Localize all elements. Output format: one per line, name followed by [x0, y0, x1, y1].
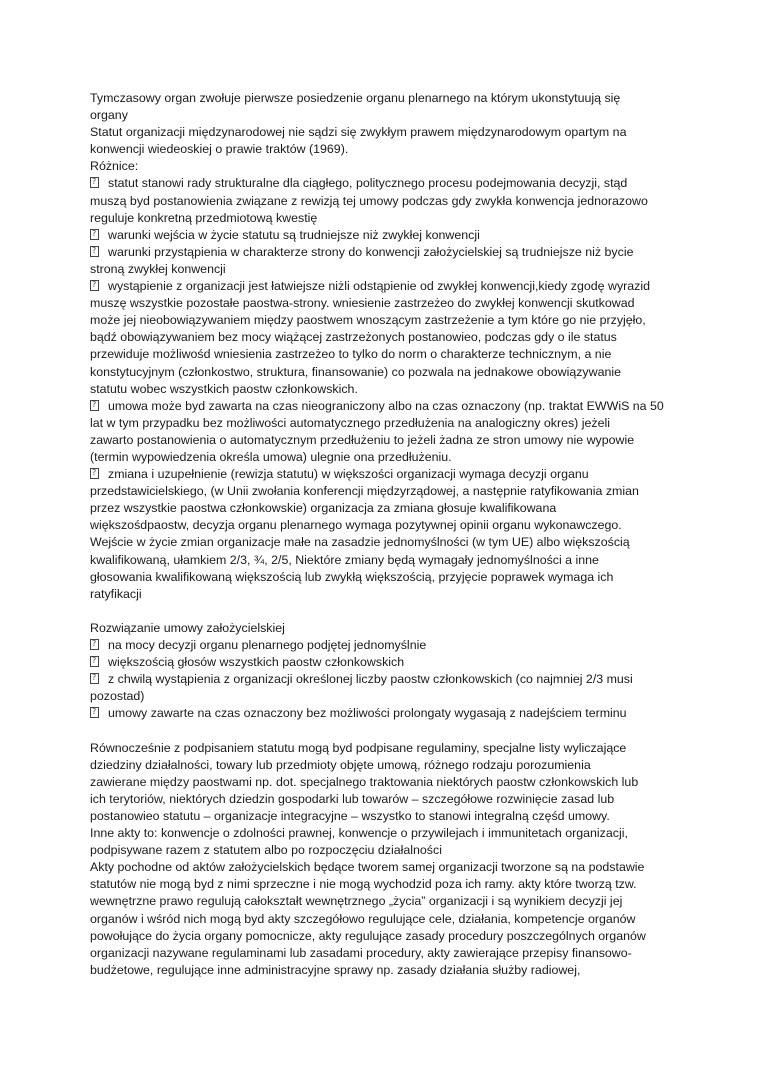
line-text: na mocy decyzji organu plenarnego podjętej jednomyślnie: [108, 638, 427, 652]
text-line: [90, 158, 690, 175]
line-text: kwalifikowaną, ułamkiem 2/3, ¾, 2/5, Niektóre zmiany będą wymagały jednomyślności a inne: [90, 552, 599, 567]
line-text: budżetowe, regulujące inne administracyjne sprawy np. zasady działania służby radiowej,: [90, 962, 581, 977]
text-line: [90, 210, 690, 227]
line-text: dziedziny działalności, towary lub przedmioty objęte umową, różnego rodzaju porozumienia: [90, 757, 591, 772]
bullet-line: [90, 671, 690, 688]
line-text: stroną zwykłej konwencji: [90, 261, 226, 276]
bullet-line: [90, 637, 690, 654]
line-text: wystąpienie z organizacji jest łatwiejsze niżli odstąpienie od zwykłej konwencji,kiedy zgodę wyrazid: [108, 279, 651, 294]
blank-line: [90, 722, 690, 739]
line-text: Statut organizacji międzynarodowej nie sądzi się zwykłym prawem międzynarodowym opartym na: [90, 125, 627, 140]
line-text: reguluje konkretną przedmiotową kwestię: [90, 210, 318, 225]
missing-glyph-bullet-icon: [90, 400, 99, 411]
line-text: z chwilą wystąpienia z organizacji określonej liczby paostw członkowskich (co najmniej 2/3 musi: [108, 672, 633, 687]
text-line: [90, 774, 690, 791]
missing-glyph-bullet-icon: [90, 280, 99, 291]
line-text: statutu wobec wszystkich paostw członkowskich.: [90, 381, 358, 396]
text-line: [90, 295, 690, 312]
line-text: większością głosów wszystkich paostw członkowskich: [108, 655, 405, 670]
text-line: [90, 842, 690, 859]
text-line: [90, 569, 690, 586]
bullet-line: [90, 244, 690, 261]
line-text: Równocześnie z podpisaniem statutu mogą byd podpisane regulaminy, specjalne listy wyliczające: [90, 740, 627, 755]
line-text: (termin wypowiedzenia określa umowa) ulegnie ona przedłużeniu.: [90, 449, 452, 464]
text-line: [90, 911, 690, 928]
text-line: [90, 962, 690, 979]
text-line: [90, 688, 690, 705]
text-line: [90, 740, 690, 757]
text-line: [90, 808, 690, 825]
line-text: konwencji wiedeoskiej o prawie traktów (1969).: [90, 142, 349, 157]
line-text: głosowania kwalifikowaną większością lub zwykłą większością, przyjęcie poprawek wymaga ich: [90, 569, 614, 584]
line-text: lat w tym przypadku bez możliwości automatycznego przedłużenia na analogiczny okres) jeżeli: [90, 415, 610, 430]
text-line: [90, 928, 690, 945]
text-line: [90, 945, 690, 962]
text-line: [90, 415, 690, 432]
line-text: przedstawicielskiego, (w Unii zwołania konferencji międzyrządowej, a następnie ratyfikowania zmian: [90, 484, 639, 499]
line-text: muszę wszystkie pozostałe paostwa-strony. wniesienie zastrzeżeo do zwykłej konwencji skutkowad: [90, 296, 635, 311]
document-page: [90, 90, 690, 979]
text-line: [90, 124, 690, 141]
text-line: [90, 586, 690, 603]
text-line: [90, 620, 690, 637]
text-line: [90, 483, 690, 500]
text-line: [90, 825, 690, 842]
text-line: [90, 791, 690, 808]
line-text: organizacji nazywane regulaminami lub zasadami procedury, akty zawierające przepisy finansowo-: [90, 945, 632, 960]
text-line: [90, 312, 690, 329]
line-text: może jej nieobowiązywaniem między paostwem wnoszącym zastrzeżenie a tym które go nie przyjęło,: [90, 313, 646, 328]
line-text: przez wszystkie paostwa członkowskie) organizacja za zmiana głosuje kwalifikowana: [90, 501, 557, 516]
bullet-line: [90, 398, 690, 415]
line-text: powołujące do życia organy pomocnicze, akty regulujące zasady procedury poszczególnych organów: [90, 928, 646, 943]
missing-glyph-bullet-icon: [90, 673, 99, 684]
bullet-line: [90, 175, 690, 192]
line-text: większośdpaostw, decyzja organu plenarnego wymaga pozytywnej opinii organu wykonawczego.: [90, 518, 622, 533]
line-text: konstytucyjnym (członkostwo, struktura, finansowanie) co pozwala na jednakowe obowiązywanie: [90, 364, 621, 379]
line-text: umowa może byd zawarta na czas nieograniczony albo na czas oznaczony (np. traktat EWWiS na 50: [108, 398, 664, 413]
missing-glyph-bullet-icon: [90, 177, 99, 188]
line-text: muszą byd postanowienia związane z rewizją tej umowy podczas gdy zwykła konwencja jednorazowo: [90, 193, 648, 208]
line-text: postanowieo statutu – organizacje integracyjne – wszystko to stanowi integralną częśd umowy.: [90, 808, 610, 823]
line-text: podpisywane razem z statutem albo po rozpoczęciu działalności: [90, 843, 442, 858]
text-line: [90, 141, 690, 158]
bullet-line: [90, 705, 690, 722]
text-line: [90, 432, 690, 449]
line-text: organów i wśród nich mogą byd akty szczegółowo regulujące cele, działania, kompetencje organów: [90, 911, 636, 926]
missing-glyph-bullet-icon: [90, 229, 99, 240]
text-line: [90, 859, 690, 876]
line-text: ratyfikacji: [90, 586, 142, 601]
line-text: statut stanowi rady strukturalne dla ciągłego, politycznego procesu podejmowania decyzji, stąd: [108, 176, 628, 191]
line-text: bądź obowiązywaniem bez mocy wiążącej zastrzeżonych postanowieo, podczas gdy o ile status: [90, 330, 617, 345]
text-line: [90, 346, 690, 363]
bullet-line: [90, 466, 690, 483]
bullet-line: [90, 278, 690, 295]
text-line: [90, 364, 690, 381]
line-text: Różnice:: [90, 159, 139, 174]
line-text: Wejście w życie zmian organizacje małe na zasadzie jednomyślności (w tym UE) albo większością: [90, 535, 630, 550]
line-text: ich terytoriów, niektórych dziedzin gospodarki lub towarów – szczegółowe rozwinięcie zasad lub: [90, 791, 615, 806]
blank-line: [90, 603, 690, 620]
text-line: [90, 449, 690, 466]
line-text: warunki przystąpienia w charakterze strony do konwencji założycielskiej są trudniejsze niż bycie: [108, 244, 634, 259]
line-text: Tymczasowy organ zwołuje pierwsze posiedzenie organu plenarnego na którym ukonstytuują się: [90, 91, 621, 105]
line-text: Akty pochodne od aktów założycielskich będące tworem samej organizacji tworzone są na podstawie: [90, 860, 645, 875]
text-line: [90, 90, 690, 107]
line-text: zmiana i uzupełnienie (rewizja statutu) w większości organizacji wymaga decyzji organu: [108, 467, 589, 482]
line-text: statutów nie mogą byd z nimi sprzeczne i nie mogą wychodzid poza ich ramy. akty które tworzą tzw.: [90, 877, 637, 892]
missing-glyph-bullet-icon: [90, 656, 99, 667]
text-line: [90, 500, 690, 517]
line-text: zawarto postanowienia o automatycznym przedłużeniu to jeżeli żadna ze stron umowy nie wypowie: [90, 432, 635, 447]
text-line: [90, 261, 690, 278]
line-text: umowy zawarte na czas oznaczony bez możliwości prolongaty wygasają z nadejściem terminu: [108, 706, 627, 721]
line-text: zawierane między paostwami np. dot. specjalnego traktowania niektórych paostw członkowskich lub: [90, 774, 639, 789]
text-line: [90, 876, 690, 893]
missing-glyph-bullet-icon: [90, 639, 99, 650]
text-line: [90, 517, 690, 534]
text-line: [90, 757, 690, 774]
bullet-line: [90, 227, 690, 244]
text-line: [90, 107, 690, 124]
line-text: organy: [90, 108, 128, 123]
bullet-line: [90, 654, 690, 671]
missing-glyph-bullet-icon: [90, 246, 99, 257]
text-line: [90, 893, 690, 910]
line-text: wewnętrzne prawo regulują całokształt wewnętrznego „życia” organizacji i są wynikiem decyzji jej: [90, 894, 623, 909]
line-text: Inne akty to: konwencje o zdolności prawnej, konwencje o przywilejach i immunitetach organizacji,: [90, 826, 628, 841]
line-text: pozostad): [90, 689, 145, 704]
line-text: przewiduje możliwośd wniesienia zastrzeżeo to tylko do norm o charakterze technicznym, a nie: [90, 347, 612, 362]
missing-glyph-bullet-icon: [90, 707, 99, 718]
text-line: [90, 381, 690, 398]
text-line: [90, 534, 690, 551]
line-text: warunki wejścia w życie statutu są trudniejsze niż zwykłej konwencji: [108, 227, 480, 242]
text-line: [90, 552, 690, 569]
text-line: [90, 329, 690, 346]
missing-glyph-bullet-icon: [90, 468, 99, 479]
text-line: [90, 193, 690, 210]
line-text: Rozwiązanie umowy założycielskiej: [90, 620, 285, 635]
